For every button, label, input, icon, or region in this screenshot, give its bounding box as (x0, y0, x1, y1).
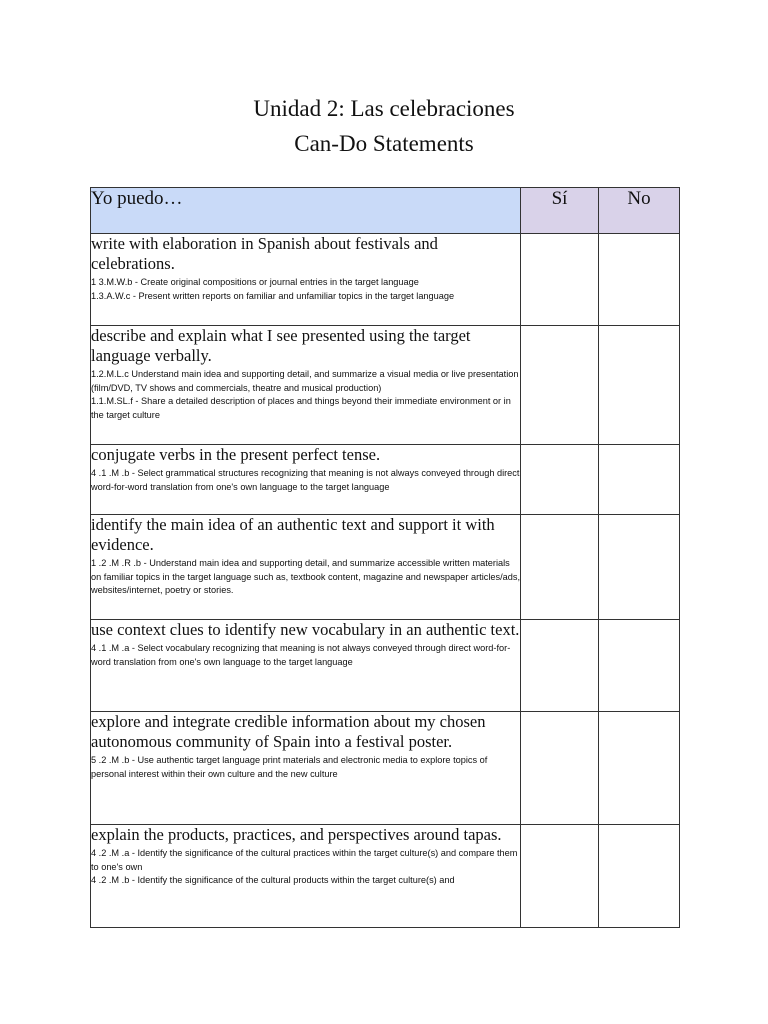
standard-text: 5 .2 .M .b - Use authentic target language print materials and electronic media to explore topics of personal interest within their own culture and the new culture (91, 755, 488, 779)
no-checkbox-cell[interactable] (599, 825, 680, 928)
si-checkbox-cell[interactable] (521, 515, 599, 620)
statement-text: write with elaboration in Spanish about festivals and celebrations. (91, 234, 438, 273)
no-checkbox-cell[interactable] (599, 326, 680, 445)
no-checkbox-cell[interactable] (599, 515, 680, 620)
si-checkbox-cell[interactable] (521, 445, 599, 515)
standard-text: 1.3.A.W.c - Present written reports on familiar and unfamiliar topics in the target language (91, 290, 455, 301)
si-checkbox-cell[interactable] (521, 712, 599, 825)
table-row (91, 515, 680, 620)
table-row (91, 326, 680, 445)
statement-cell (91, 620, 521, 712)
si-checkbox-cell[interactable] (521, 825, 599, 928)
statement-text: describe and explain what I see presented using the target language verbally. (91, 326, 471, 365)
page-title (0, 91, 768, 161)
statement-text: use context clues to identify new vocabulary in an authentic text. (91, 620, 520, 639)
statement-cell (91, 825, 521, 928)
column-header-si: Sí (521, 188, 599, 234)
statement-cell (91, 515, 521, 620)
no-checkbox-cell[interactable] (599, 712, 680, 825)
si-checkbox-cell[interactable] (521, 234, 599, 326)
table-row (91, 825, 680, 928)
standard-text: 1 3.M.W.b - Create original compositions or journal entries in the target language (91, 277, 419, 287)
standard-text: 4 .1 .M .a - Select vocabulary recognizing that meaning is not always conveyed through direct word-for-word translation from one's own language to the target language (91, 643, 511, 667)
table-row (91, 620, 680, 712)
statement-cell (91, 445, 521, 515)
statement-cell (91, 326, 521, 445)
statement-cell (91, 234, 521, 326)
si-checkbox-cell[interactable] (521, 620, 599, 712)
statement-text: identify the main idea of an authentic text and support it with evidence. (91, 515, 495, 554)
table-header-row (91, 188, 680, 234)
table-row (91, 712, 680, 825)
standard-text: 1 .2 .M .R .b - Understand main idea and supporting detail, and summarize accessible written materials on familiar topics in the target language such as, textbook content, magazine and newspaper articles/ads, websites/internet, poetry or stories. (91, 558, 521, 596)
statement-cell (91, 712, 521, 825)
statement-text: explore and integrate credible information about my chosen autonomous community of Spain into a festival poster. (91, 712, 486, 751)
column-header-yo-puedo: Yo puedo… (91, 188, 521, 234)
standard-text: 4 .1 .M .b - Select grammatical structures recognizing that meaning is not always conveyed through direct word-for-word translation from one's own language to the target language (91, 468, 520, 492)
no-checkbox-cell[interactable] (599, 445, 680, 515)
standard-text: 1.2.M.L.c Understand main idea and supporting detail, and summarize a visual media or live presentation (film/DVD, TV shows and commercials, theatre and musical production) (91, 369, 519, 393)
no-checkbox-cell[interactable] (599, 234, 680, 326)
column-header-no: No (599, 188, 680, 234)
statement-text: explain the products, practices, and perspectives around tapas. (91, 825, 502, 844)
can-do-table (90, 187, 680, 928)
standard-text: 4 .2 .M .a - Identify the significance of the cultural practices within the target culture(s) and compare them to one's own (91, 848, 518, 872)
standard-text: 1.1.M.SL.f - Share a detailed description of places and things beyond their immediate environment or in the target culture (91, 396, 511, 420)
no-checkbox-cell[interactable] (599, 620, 680, 712)
title-line-1: Unidad 2: Las celebraciones (253, 96, 515, 121)
statement-text: conjugate verbs in the present perfect tense. (91, 445, 381, 464)
si-checkbox-cell[interactable] (521, 326, 599, 445)
table-row (91, 234, 680, 326)
table-row (91, 445, 680, 515)
standard-text: 4 .2 .M .b - Identify the significance of the cultural products within the target culture(s) and (91, 875, 455, 886)
title-line-2: Can-Do Statements (294, 131, 474, 156)
